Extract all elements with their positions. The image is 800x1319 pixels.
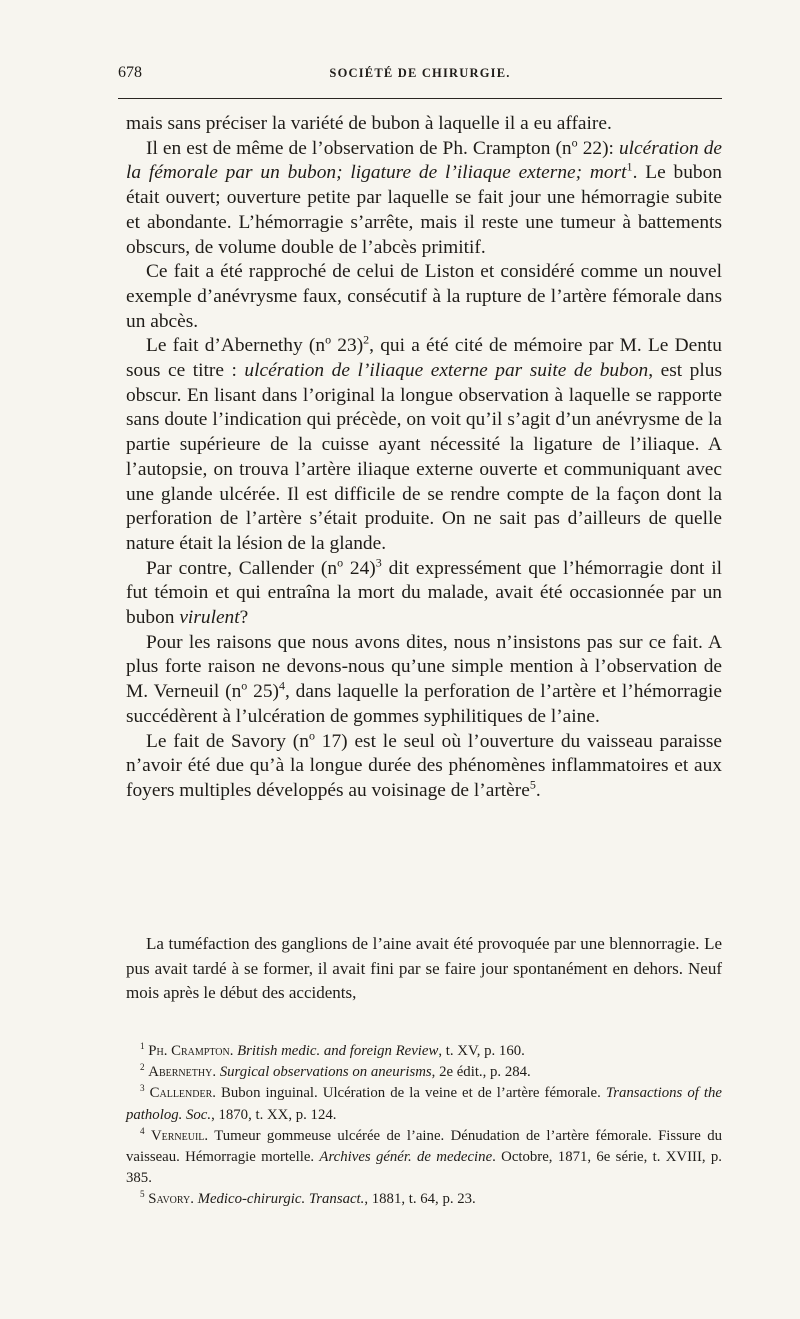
footnote-source: Medico-chirurgic. Transact. (197, 1191, 365, 1208)
running-title: SOCIÉTÉ DE CHIRURGIE. (329, 66, 511, 80)
page-header (118, 64, 722, 88)
footnote-sep: . (212, 1085, 222, 1102)
footnote-4 (126, 1126, 722, 1190)
footnote-2 (126, 1062, 722, 1083)
paragraph-text: , est plus obscur. En lisant dans l’original la longue observation à laquelle se rapporte sans doute l’indication qui précède, on voit qu’il s’agit d’un anévrysme de la partie supérieure de la cuisse ayant nécessité la ligature de l’iliaque. A l’autopsie, on trouva l’artère iliaque externe ouverte et communiquant avec une glande ulcérée. Il est difficile de se rendre compte de la façon dont la perforation de l’artère s’était produite. On ne sait pas d’ailleurs de quelle nature était la lésion de la glande. (126, 360, 722, 554)
footnote-mark: 4 (140, 1125, 145, 1136)
footnote-ref-detail: , 2e édit., p. 284. (431, 1064, 531, 1081)
paragraph-text: Le fait d’Abernethy (n (146, 335, 326, 357)
paragraph-text: . Le bubon était ouvert; ouverture petite par laquelle se fait jour une hémorragie subite et abondante. L’hémorragie s’arrête, mais il reste une tumeur à battements obscurs, de volume double de l’abcès primitif. (126, 162, 722, 258)
footnote-ref-detail: . Octobre, 1871, 6e série, t. XVIII, p. 385. (126, 1149, 722, 1187)
footnote-sep: . (204, 1127, 215, 1144)
paragraph-2 (126, 137, 722, 261)
footnote-ref-detail: , t. XV, p. 160. (438, 1043, 525, 1059)
italic-title: ulcération de la fémorale par un bubon; ligature de l’iliaque externe; mort (126, 137, 723, 184)
numero-sign: o (571, 135, 578, 150)
footnote-author: Abernethy (148, 1064, 213, 1081)
footnote-sep: . (212, 1064, 220, 1081)
footnote-1 (126, 1041, 722, 1062)
paragraph-text: mais sans préciser la variété de bubon à laquelle il a eu affaire. (126, 113, 612, 134)
footnote-mark: 1 (140, 1041, 145, 1052)
footnote-mark: 2 (140, 1062, 145, 1073)
numero-sign: o (241, 678, 248, 693)
paragraph-text: ? (239, 607, 249, 629)
paragraph-text: dit expressément que l’hémorragie dont il fut témoin et qui entraîna la mort du malade, avait été occasionnée par un bubon (126, 557, 722, 629)
paragraph-text: Ce fait a été rapproché de celui de Liston et considéré comme un nouvel exemple d’anévrysme faux, consécutif à la rupture de l’artère fémorale dans un abcès. (126, 261, 722, 332)
footnote-source: Transactions of the patholog. Soc. (126, 1085, 722, 1123)
footnote-mark: 5 (140, 1189, 145, 1200)
numero-sign: o (325, 332, 332, 347)
footnote-ref-detail: , 1881, t. 64, p. 23. (364, 1191, 476, 1208)
footnote-author: Callender (149, 1085, 213, 1102)
footnote-sep: . (190, 1191, 198, 1208)
paragraph-text: Pour les raisons que nous avons dites, nous n’insistons pas sur ce fait. A plus forte raison ne devons-nous qu’une simple mention à l’observation de M. Verneuil (n (126, 631, 722, 703)
paragraph-text: , qui a été cité de mémoire par M. Le Dentu sous ce titre : (126, 335, 722, 382)
footnote-ref: 3 (375, 555, 382, 570)
paragraph-text: . (535, 779, 541, 801)
footnote-author: Ph. Crampton (148, 1043, 230, 1059)
footnote-author: Verneuil (150, 1127, 205, 1144)
paragraph-text: , dans laquelle la perforation de l’artère et l’hémorragie succédèrent à l’ulcération de gommes syphilitiques de l’aine. (126, 681, 722, 727)
footnote-3 (126, 1083, 722, 1125)
numero-sign: o (337, 555, 344, 570)
paragraph-text: Par contre, Callender (n (146, 557, 338, 579)
footnote-text: Tumeur gommeuse ulcérée de l’aine. Dénudation de l’artère fémorale. Fissure du vaisseau. Hémorragie mortelle. (126, 1127, 722, 1166)
paragraph-3 (126, 260, 722, 334)
page-number: 678 (118, 64, 142, 81)
paragraph-4 (126, 334, 722, 556)
main-text (126, 112, 722, 804)
paragraph-text: Il en est de même de l’observation de Ph. Crampton (n (146, 137, 572, 159)
footnote-ref: 4 (278, 678, 285, 693)
case-description (126, 932, 722, 1006)
paragraph-text: La tuméfaction des ganglions de l’aine avait été provoquée par une blennorragie. Le pus avait tardé à se former, il avait fini par se faire jour spontanément en dehors. Neuf mois après le début des accidents, (126, 934, 722, 1002)
paragraph-text: 23) (331, 335, 364, 357)
paragraph-1 (126, 112, 722, 137)
footnote-5 (126, 1189, 722, 1210)
paragraph-text: Le fait de Savory (n (146, 730, 309, 752)
footnote-ref: 5 (529, 777, 536, 792)
numero-sign: o (308, 728, 315, 743)
footnote-source: Archives génér. de medecine (319, 1149, 493, 1166)
footnote-author: Savory (148, 1191, 191, 1208)
paragraph-5 (126, 557, 722, 631)
paragraph-text: 17) est le seul où l’ouverture du vaisseau paraisse n’avoir été due qu’à la longue durée des phénomènes inflammatoires et aux foyers multiples développés au voisinage de l’artère (126, 730, 722, 801)
paragraph-6 (126, 631, 722, 730)
footnote-sep: . (229, 1043, 238, 1059)
paragraph-text: 22): (577, 137, 619, 159)
paragraph-7 (126, 730, 722, 804)
footnote-mark: 3 (140, 1083, 145, 1094)
footnote-source: Surgical observations on aneurisms (219, 1064, 432, 1081)
italic-word: virulent (179, 607, 240, 629)
small-paragraph (126, 932, 722, 1006)
footnote-ref-detail: , 1870, t. XX, p. 124. (211, 1106, 337, 1123)
footnote-ref: 2 (363, 332, 370, 347)
footnote-ref: 1 (626, 159, 633, 174)
paragraph-text: 25) (247, 681, 279, 703)
footnote-text: Bubon inguinal. Ulcération de la veine et de l’artère fémorale. (221, 1085, 606, 1102)
footnotes (126, 1041, 722, 1211)
footnote-source: British medic. and foreign Review (237, 1043, 439, 1059)
italic-title: ulcération de l’iliaque externe par suite de bubon (244, 360, 649, 382)
header-rule (118, 98, 722, 99)
paragraph-text: 24) (343, 557, 376, 579)
